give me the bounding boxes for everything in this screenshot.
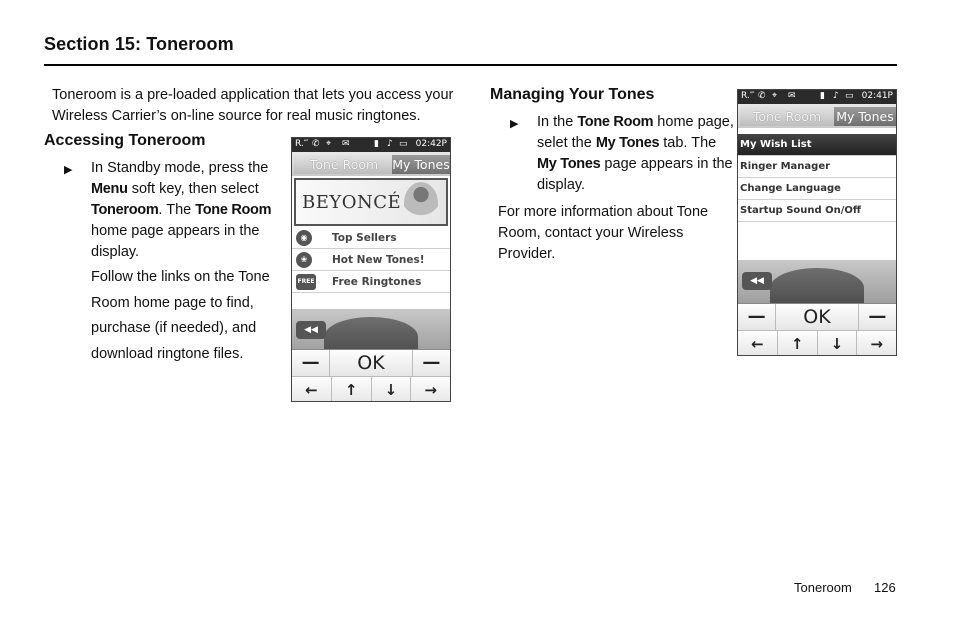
bullet-arrow: ▶ <box>510 118 519 130</box>
gps-icon: ⌖ <box>326 139 332 149</box>
list-item-change-language[interactable]: Change Language <box>738 178 896 200</box>
follow-line-3: purchase (if needed), and <box>91 320 257 336</box>
tone-room-keyword: Tone Room <box>195 202 272 218</box>
list-item-my-wish-list[interactable]: My Wish List <box>738 134 896 156</box>
accessing-step-text: . The <box>158 202 196 218</box>
softkey-pad <box>292 349 450 402</box>
down-arrow-key[interactable]: ↓ <box>818 331 858 356</box>
banner-text: BEYONCÉ <box>302 192 402 213</box>
follow-line-2: Room home page to find, <box>91 295 254 311</box>
more-info-line-2: Room, contact your Wireless <box>498 225 684 241</box>
menu-item-hot-new-tones[interactable] <box>292 249 450 271</box>
list-item-ringer-manager[interactable]: Ringer Manager <box>738 156 896 178</box>
up-arrow-key[interactable]: ↑ <box>778 331 818 356</box>
menu-item-label: Top Sellers <box>332 232 397 244</box>
managing-step-text: selet the <box>537 135 596 151</box>
phone-screenshot-tone-room <box>291 137 451 402</box>
status-bar <box>292 138 450 152</box>
toneroom-keyword: Toneroom <box>91 202 159 218</box>
status-bar <box>738 90 896 104</box>
intro-line-1: Toneroom is a pre-loaded application that lets you access your <box>52 87 454 103</box>
my-tones-keyword: My Tones <box>595 135 660 151</box>
my-tones-keyword: My Tones <box>537 156 601 172</box>
tab-my-tones[interactable]: My Tones <box>834 107 896 126</box>
tab-tone-room[interactable]: Tone Room <box>294 155 394 174</box>
tab-my-tones[interactable]: My Tones <box>392 157 450 172</box>
managing-step-text: page appears in the <box>600 156 733 172</box>
artist-photo <box>404 182 438 224</box>
status-time: 02:41P <box>861 91 893 101</box>
left-softkey[interactable]: — <box>292 350 330 377</box>
managing-step-line-2 <box>537 133 716 154</box>
back-button[interactable]: ◀◀ <box>296 321 326 339</box>
managing-heading: Managing Your Tones <box>490 86 655 103</box>
music-icon: ♪ <box>833 91 839 101</box>
accessing-step-line-3 <box>91 200 271 221</box>
menu-item-free-ringtones[interactable] <box>292 271 450 293</box>
arrow-row <box>292 377 450 402</box>
tab-tone-room[interactable]: Tone Room <box>740 107 834 126</box>
intro-line-2: Wireless Carrier’s on-line source for real music ringtones. <box>52 108 421 124</box>
status-time: 02:42P <box>415 139 447 149</box>
managing-step-line-3 <box>537 154 733 175</box>
signal-icon: R.‴ <box>741 91 755 101</box>
menu-item-top-sellers[interactable] <box>292 227 450 249</box>
footer-section-title: Toneroom <box>794 580 852 595</box>
ok-button[interactable]: OK <box>330 350 413 377</box>
message-icon: ✉ <box>788 91 796 101</box>
signal-icon: R.‴ <box>295 139 309 149</box>
left-arrow-key[interactable]: ← <box>738 331 778 356</box>
accessing-step-line-1: In Standby mode, press the <box>91 160 269 176</box>
managing-step-line-1 <box>537 112 734 133</box>
menu-keyword: Menu <box>91 181 128 197</box>
right-softkey[interactable]: — <box>859 304 896 331</box>
follow-line-1: Follow the links on the Tone <box>91 269 270 285</box>
more-info-line-3: Provider. <box>498 246 556 262</box>
phone-screenshot-my-tones <box>737 89 897 356</box>
arrow-row <box>738 331 896 356</box>
more-info-line-1: For more information about Tone <box>498 204 709 220</box>
dock-arc <box>770 268 865 308</box>
footer-page-number: 126 <box>874 580 896 595</box>
left-softkey[interactable]: — <box>738 304 776 331</box>
message-icon: ✉ <box>342 139 350 149</box>
memory-icon: ▮ <box>374 139 379 149</box>
bullet-arrow: ▶ <box>64 164 73 176</box>
menu-item-label: Hot New Tones! <box>332 254 425 266</box>
right-softkey[interactable]: — <box>413 350 450 377</box>
section-title: Section 15: Toneroom <box>44 34 234 54</box>
accessing-step-text: soft key, then select <box>127 181 259 197</box>
managing-step-text: In the <box>537 114 578 130</box>
up-arrow-key[interactable]: ↑ <box>332 377 372 402</box>
right-arrow-key[interactable]: → <box>411 377 450 402</box>
follow-line-4: download ringtone files. <box>91 346 244 362</box>
cd-icon: ◉ <box>296 230 312 246</box>
accessing-step-line-4: home page appears in the <box>91 223 260 239</box>
softkey-row <box>738 304 896 331</box>
accessing-step-line-2 <box>91 179 259 200</box>
right-arrow-key[interactable]: → <box>857 331 896 356</box>
gps-icon: ⌖ <box>772 91 778 101</box>
battery-icon: ▭ <box>399 139 408 149</box>
music-icon: ♪ <box>387 139 393 149</box>
softkey-pad <box>738 303 896 356</box>
memory-icon: ▮ <box>820 91 825 101</box>
flame-icon: ❀ <box>296 252 312 268</box>
tab-bar <box>292 152 450 176</box>
tab-bar <box>738 104 896 128</box>
call-icon: ✆ <box>312 139 320 149</box>
left-arrow-key[interactable]: ← <box>292 377 332 402</box>
accessing-heading: Accessing Toneroom <box>44 132 206 149</box>
featured-banner[interactable] <box>294 178 448 226</box>
call-icon: ✆ <box>758 91 766 101</box>
ok-button[interactable]: OK <box>776 304 859 331</box>
managing-step-line-4: display. <box>537 177 586 193</box>
free-icon: FREE <box>296 274 316 290</box>
managing-step-text: home page, <box>653 114 734 130</box>
list-item-startup-sound[interactable]: Startup Sound On/Off <box>738 200 896 222</box>
accessing-step-line-5: display. <box>91 244 140 260</box>
managing-step-text: tab. The <box>659 135 717 151</box>
dock <box>738 260 896 308</box>
battery-icon: ▭ <box>845 91 854 101</box>
title-rule <box>44 64 897 66</box>
menu-item-label: Free Ringtones <box>332 276 422 288</box>
softkey-row <box>292 350 450 377</box>
tone-room-keyword: Tone Room <box>577 114 654 130</box>
down-arrow-key[interactable]: ↓ <box>372 377 412 402</box>
back-button[interactable]: ◀◀ <box>742 272 772 290</box>
